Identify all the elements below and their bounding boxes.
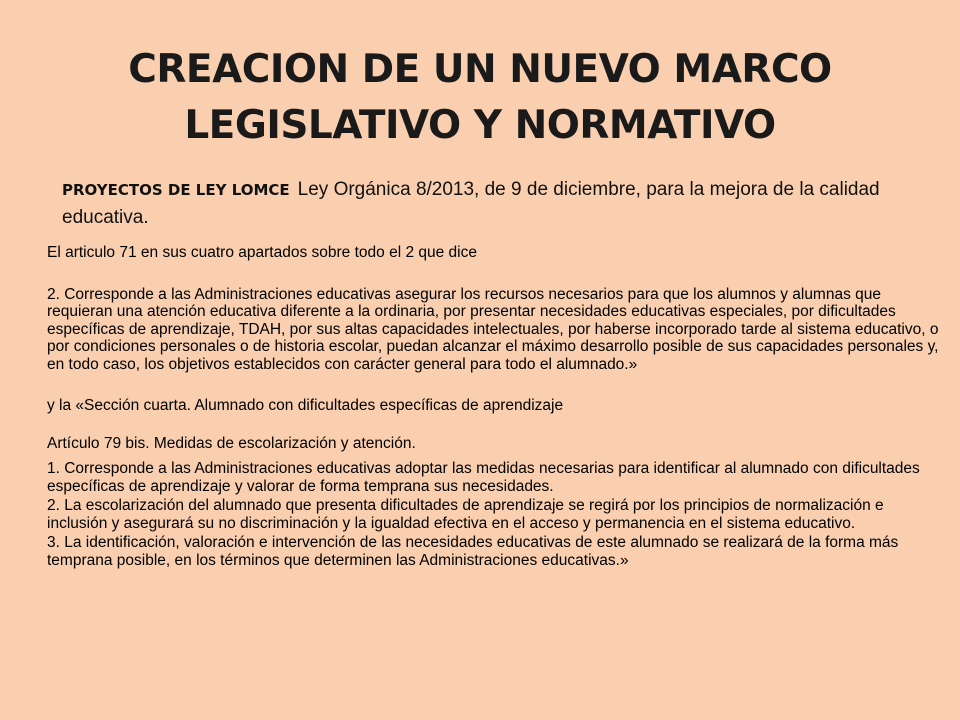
subtitle-tag: PROYECTOS DE LEY LOMCE [62, 181, 290, 199]
article-79-item-3: 3. La identificación, valoración e intervención de las necesidades educativas de este alumnado se realizará de la forma más temprana posible, en los términos que determinen las Administraciones educativas.» [47, 534, 899, 569]
subtitle [62, 176, 892, 231]
body-text [47, 244, 947, 571]
intro-paragraph: El articulo 71 en sus cuatro apartados sobre todo el 2 que dice [47, 244, 477, 261]
article-71-paragraph: 2. Corresponde a las Administraciones educativas asegurar los recursos necesarios para que los alumnos y alumnas que requieran una atención educativa diferente a la ordinaria, por presentar necesidades educativas especiales, por dificultades específicas de aprendizaje, TDAH, por sus altas capacidades intelectuales, por haberse incorporado tarde al sistema educativo, o por condiciones personales o de historia escolar, puedan alcanzar el máximo desarrollo posible de sus capacidades personales y, en todo caso, los objetivos establecidos con carácter general para todo el alumnado.» [47, 285, 939, 373]
title-line-1: CREACION DE UN NUEVO MARCO [128, 47, 832, 92]
slide-title [40, 42, 920, 154]
article-79-item-1: 1. Corresponde a las Administraciones educativas adoptar las medidas necesarias para identificar al alumnado con dificultades específicas de aprendizaje y valorar de forma temprana sus necesidades. [47, 460, 920, 495]
article-79-title: Artículo 79 bis. Medidas de escolarización y atención. [47, 434, 416, 452]
article-79-item-2: 2. La escolarización del alumnado que presenta dificultades de aprendizaje se regirá por los principios de normalización e inclusión y asegurará su no discriminación y la igualdad efectiva en el acceso y permanencia en el sistema educativo. [47, 497, 884, 532]
title-line-2: LEGISLATIVO Y NORMATIVO [184, 103, 776, 148]
subtitle-text: Ley Orgánica 8/2013, de 9 de diciembre, para la mejora de la calidad educativa. [62, 179, 880, 228]
section-intro-paragraph: y la «Sección cuarta. Alumnado con dificultades específicas de aprendizaje [47, 397, 564, 414]
